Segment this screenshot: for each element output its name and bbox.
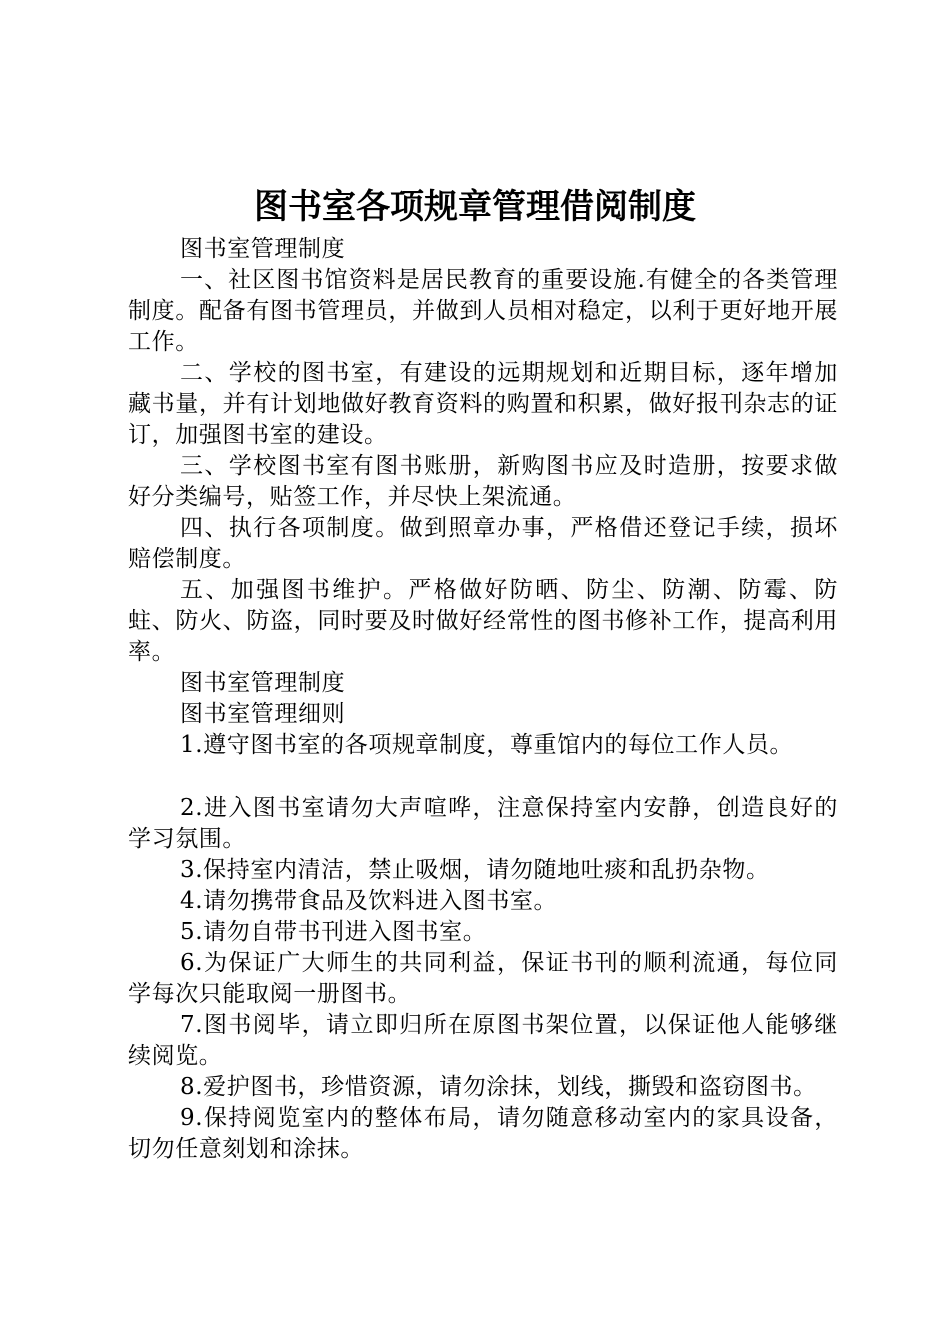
rule-item: 2.进入图书室请勿大声喧哗，注意保持室内安静，创造良好的学习氛围。: [128, 795, 838, 852]
blank-line: [128, 761, 838, 793]
rule-item: 7.图书阅毕，请立即归所在原图书架位置，以保证他人能够继续阅览。: [128, 1012, 838, 1069]
paragraph: 五、加强图书维护。严格做好防晒、防尘、防潮、防霉、防蛀、防火、防盗，同时要及时做好经常性的图书修补工作，提高利用率。: [128, 577, 838, 665]
rule-item: 1.遵守图书室的各项规章制度，尊重馆内的每位工作人员。: [180, 732, 794, 758]
rule-item: 3.保持室内清洁，禁止吸烟，请勿随地吐痰和乱扔杂物。: [180, 857, 770, 883]
paragraph: 三、学校图书室有图书账册，新购图书应及时造册，按要求做好分类编号，贴签工作，并尽快上架流通。: [128, 453, 838, 510]
section-heading: 图书室管理制度: [180, 670, 346, 696]
rule-item: 6.为保证广大师生的共同利益，保证书刊的顺利流通，每位同学每次只能取阅一册图书。: [128, 950, 838, 1007]
section-heading: 图书室管理制度: [180, 236, 346, 262]
paragraph: 二、学校的图书室，有建设的远期规划和近期目标，逐年增加藏书量，并有计划地做好教育资料的购置和积累，做好报刊杂志的证订，加强图书室的建设。: [128, 360, 838, 448]
rule-item: 8.爱护图书，珍惜资源，请勿涂抹，划线，撕毁和盗窃图书。: [180, 1074, 817, 1100]
rule-item: 9.保持阅览室内的整体布局，请勿随意移动室内的家具设备，切勿任意刻划和涂抹。: [128, 1105, 838, 1162]
document-body: [128, 234, 838, 1165]
paragraph: 四、执行各项制度。做到照章办事，严格借还登记手续，损坏赔偿制度。: [128, 515, 838, 572]
rule-item: 4.请勿携带食品及饮料进入图书室。: [180, 888, 558, 914]
section-heading: 图书室管理细则: [180, 701, 346, 727]
rule-item: 5.请勿自带书刊进入图书室。: [180, 919, 487, 945]
paragraph: 一、社区图书馆资料是居民教育的重要设施.有健全的各类管理制度。配备有图书管理员，并做到人员相对稳定，以利于更好地开展工作。: [128, 267, 838, 355]
document-title: 图书室各项规章管理借阅制度: [254, 187, 696, 227]
